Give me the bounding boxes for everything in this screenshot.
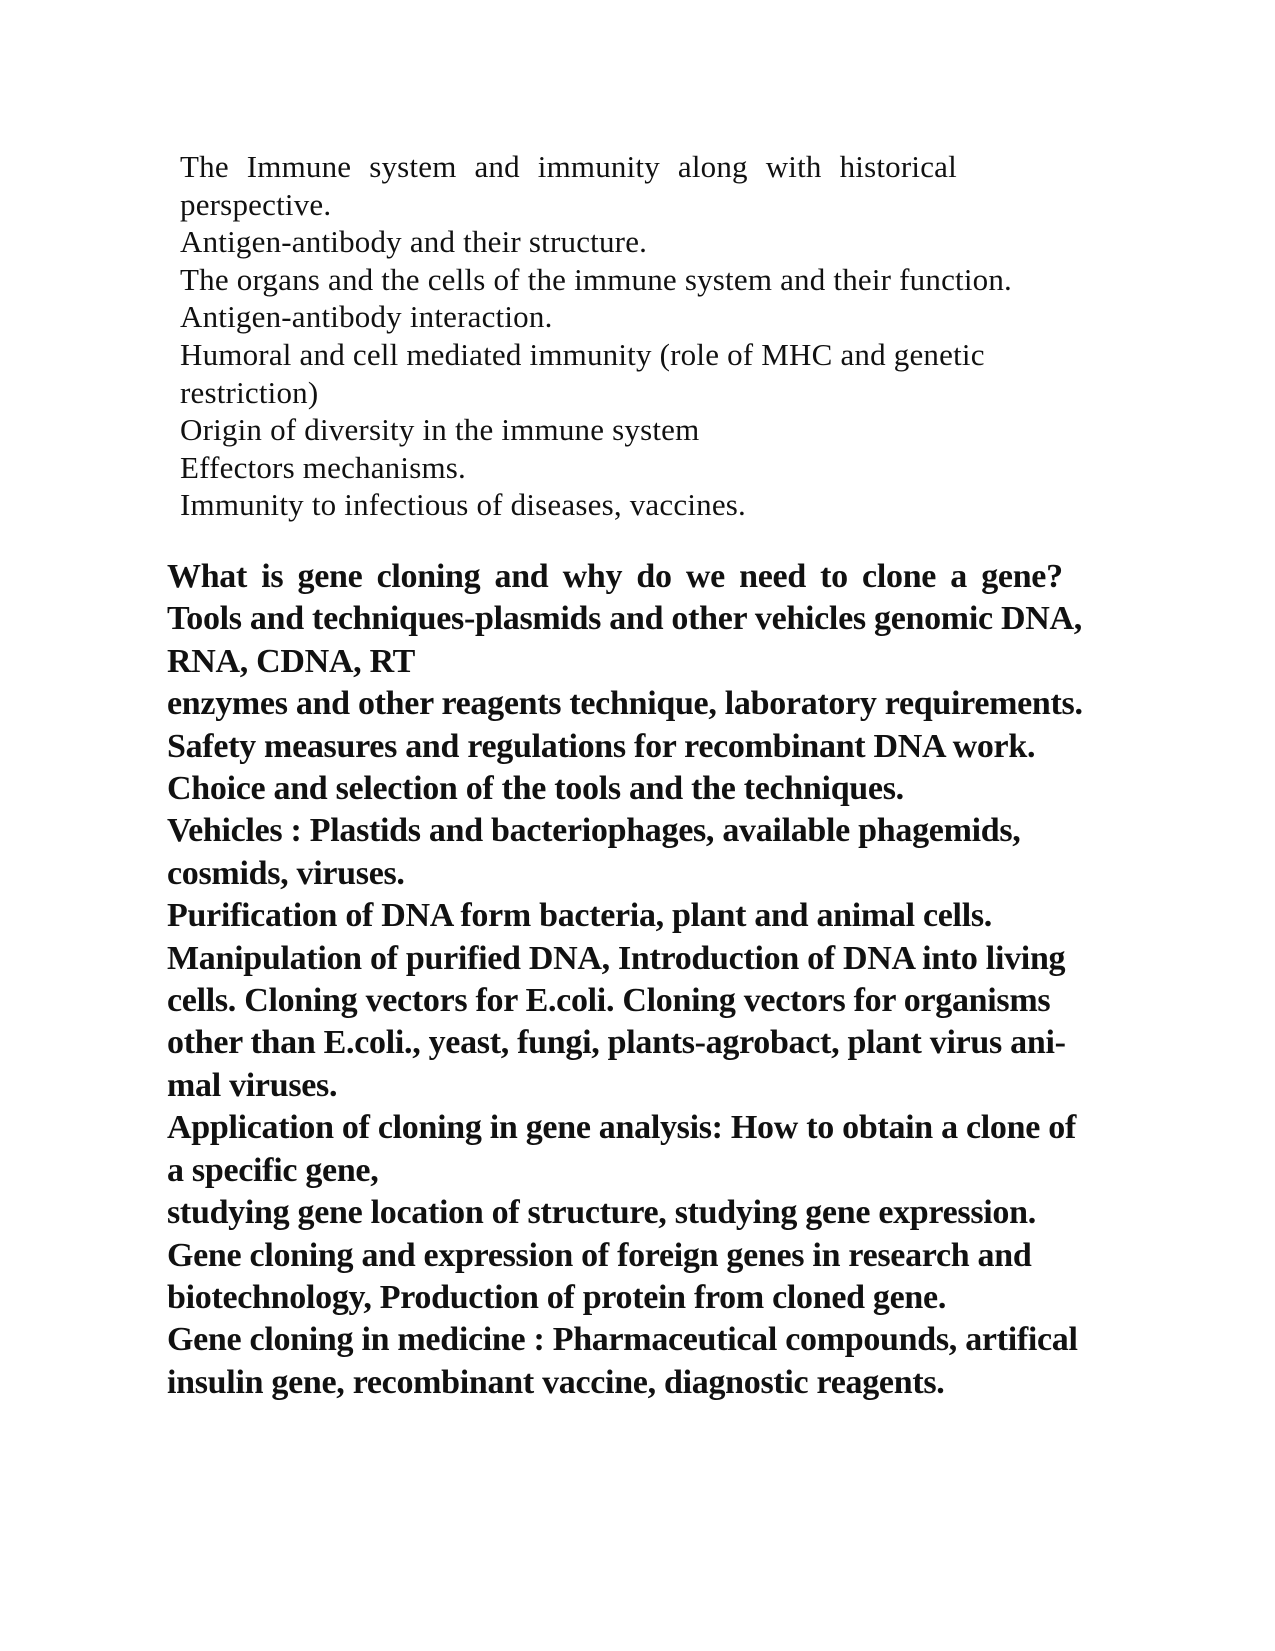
text-line: RNA, CDNA, RT	[167, 642, 416, 680]
text-line: Choice and selection of the tools and the techniques.	[167, 770, 904, 808]
text-line: Gene cloning and expression of foreign genes in research and	[167, 1236, 1032, 1274]
text-line: a specific gene,	[167, 1151, 379, 1189]
text-line: Tools and techniques-plasmids and other vehicles genomic DNA,	[167, 600, 1082, 638]
text-line: cells. Cloning vectors for E.coli. Cloning vectors for organisms	[167, 982, 1051, 1020]
text-line: Effectors mechanisms.	[180, 449, 466, 485]
text-line: Manipulation of purified DNA, Introduction of DNA into living	[167, 939, 1066, 977]
gene-cloning-topics-section	[167, 556, 1097, 1404]
text-line: Gene cloning in medicine : Pharmaceutical compounds, artifical	[167, 1321, 1078, 1359]
text-line: What is gene cloning and why do we need to clone a gene?	[167, 558, 1063, 595]
text-line: studying gene location of structure, studying gene expression.	[167, 1194, 1036, 1232]
text-line: insulin gene, recombinant vaccine, diagnostic reagents.	[167, 1363, 945, 1401]
text-line: Application of cloning in gene analysis: How to obtain a clone of	[167, 1109, 1076, 1147]
text-line: Antigen-antibody interaction.	[180, 299, 553, 335]
text-line: enzymes and other reagents technique, laboratory requirements.	[167, 685, 1083, 723]
immunology-topics-section	[180, 148, 1060, 524]
text-line: Antigen-antibody and their structure.	[180, 224, 648, 260]
text-line: other than E.coli., yeast, fungi, plants-agrobact, plant virus ani-	[167, 1024, 1066, 1062]
text-line: Humoral and cell mediated immunity (role of MHC and genetic	[180, 336, 985, 372]
text-line: Purification of DNA form bacteria, plant and animal cells.	[167, 897, 992, 935]
text-line: cosmids, viruses.	[167, 854, 405, 892]
text-line: Vehicles : Plastids and bacteriophages, available phagemids,	[167, 812, 1021, 850]
text-line: biotechnology, Production of protein from cloned gene.	[167, 1278, 947, 1316]
text-line: Immunity to infectious of diseases, vaccines.	[180, 487, 747, 523]
text-line: mal viruses.	[167, 1066, 338, 1104]
text-line: restriction)	[180, 374, 319, 410]
text-line: Safety measures and regulations for recombinant DNA work.	[167, 727, 1036, 765]
text-line: Origin of diversity in the immune system	[180, 412, 700, 448]
text-line: perspective.	[180, 186, 332, 222]
text-line: The organs and the cells of the immune system and their function.	[180, 261, 1013, 297]
text-line: The Immune system and immunity along with historical	[180, 149, 957, 184]
